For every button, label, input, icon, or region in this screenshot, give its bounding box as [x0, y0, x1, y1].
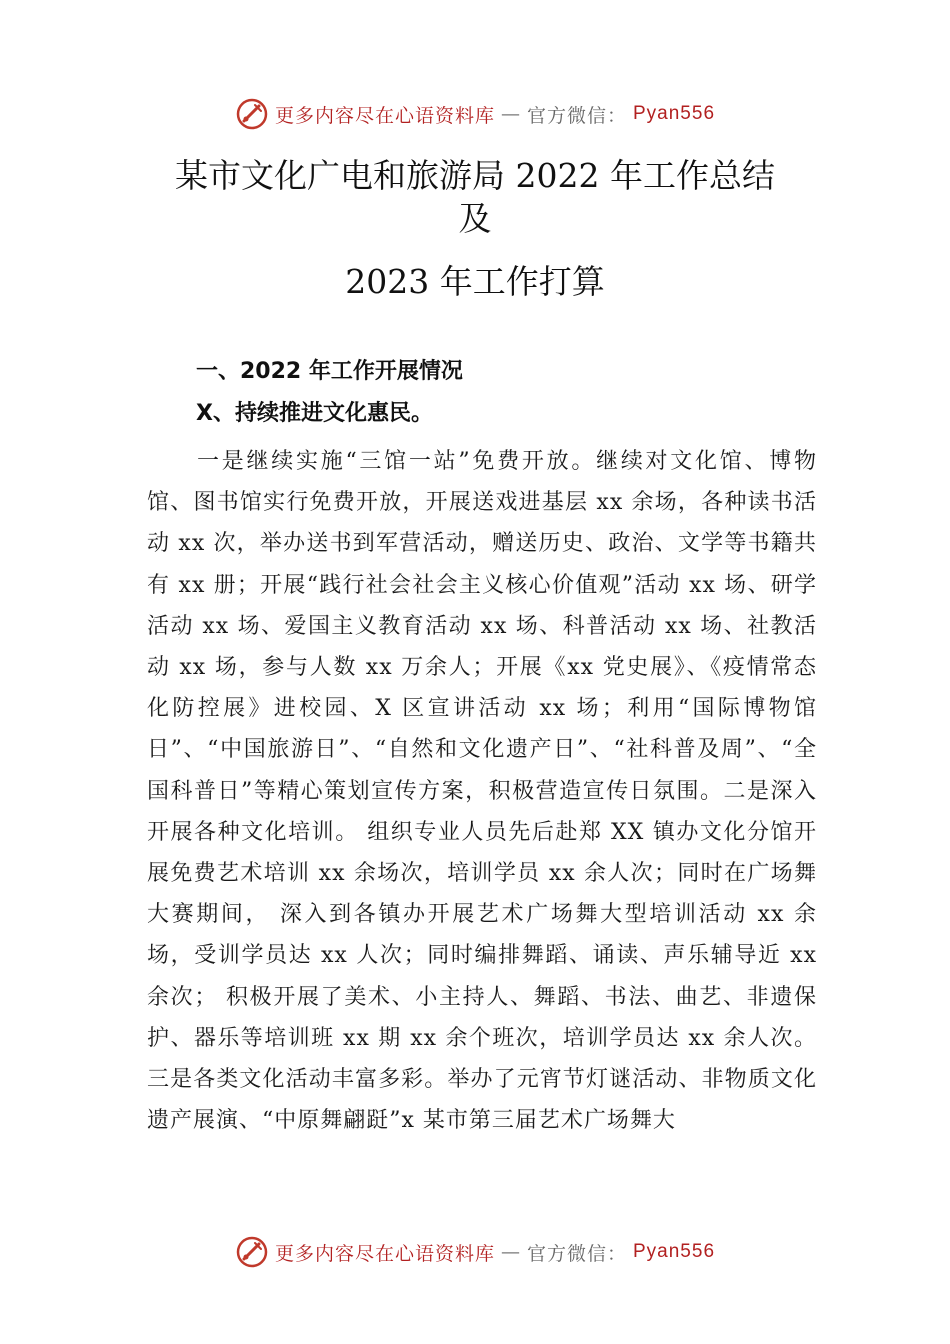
banner-wechat-id: Pyan556 — [633, 103, 716, 124]
banner-text: 更多内容尽在心语资料库 — [274, 104, 495, 127]
brand-logo-icon — [235, 97, 269, 131]
subsection-heading: X、持续推进文化惠民。 — [196, 401, 433, 426]
header-banner — [0, 94, 950, 134]
banner-wechat-id: Pyan556 — [633, 1241, 716, 1262]
banner-separator: — — [500, 1241, 521, 1263]
banner-separator: — — [500, 103, 521, 125]
brand-logo-icon — [235, 1235, 269, 1269]
section-heading: 一、2022 年工作开展情况 — [196, 359, 463, 384]
document-title-line2: 及 — [458, 199, 492, 238]
document-title-line3: 2023 年工作打算 — [345, 262, 605, 301]
banner-text: 更多内容尽在心语资料库 — [274, 1242, 495, 1265]
banner-official-label: 官方微信： — [526, 104, 627, 127]
footer-banner — [0, 1232, 950, 1272]
banner-official-label: 官方微信： — [526, 1242, 627, 1265]
body-paragraph: 一是继续实施“三馆一站”免费开放。继续对文化馆、博物馆、图书馆实行免费开放，开展送戏进基层 xx 余场，各种读书活动 xx 次，举办送书到军营活动，赠送历史、政治、文学等书籍共有 xx 册；开展“践行社会社会主义核心价值观”活动 xx 场、研学活动 xx 场、爱国主义教育活动 xx 场、科普活动 xx 场、社教活动 xx 场，参与人数 xx 万余人；开展《xx 党史展》、《疫情常态化防控展》进校园、X 区宣讲活动 xx 场；利用“国际博物馆日”、“中国旅游日”、“自然和文化遗产日”、“社科普及周”、“全国科普日”等精心策划宣传方案，积极营造宣传日氛围。二是深入开展各种文化培训。 组织专业人员先后赴郑 XX 镇办文化分馆开展免费艺术培训 xx 余场次，培训学员 xx 余人次；同时在广场舞大赛期间， 深入到各镇办开展艺术广场舞大型培训活动 xx 余场，受训学员达 xx 人次；同时编排舞蹈、诵读、声乐辅导近 xx 余次； 积极开展了美术、小主持人、舞蹈、书法、曲艺、非遗保护、器乐等培训班 xx 期 xx 余个班次，培训学员达 xx 余人次。三是各类文化活动丰富多彩。举办了元宵节灯谜活动、非物质文化遗产展演、“中原舞翩跹”x 某市第三届艺术广场舞大 — [147, 449, 817, 1134]
document-title-line1: 某市文化广电和旅游局 2022 年工作总结 — [175, 156, 775, 195]
